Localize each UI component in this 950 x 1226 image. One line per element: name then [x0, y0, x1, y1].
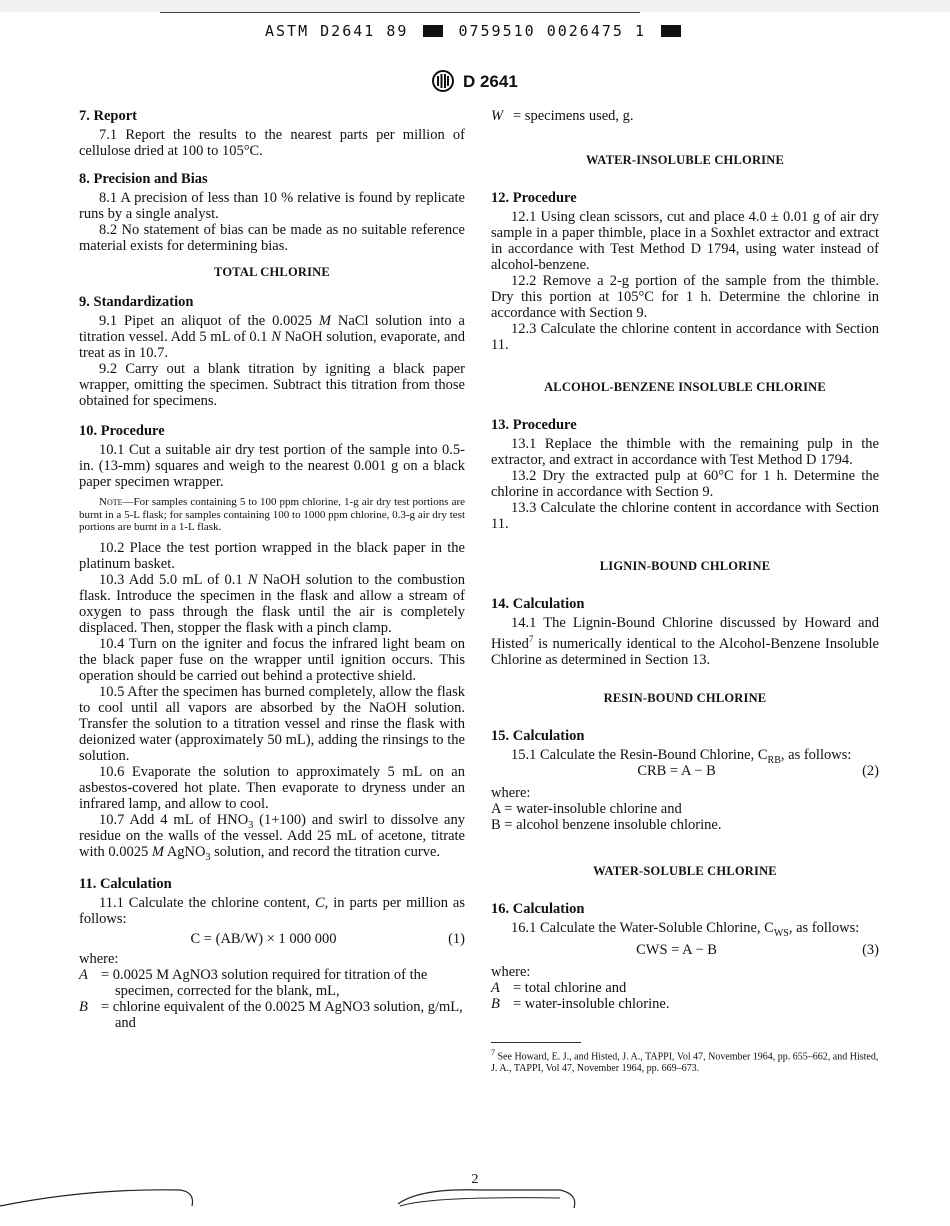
- para-13-2: 13.2 Dry the extracted pulp at 60°C for 1 h. Determine the chlorine in accordance with Section 9.: [491, 468, 879, 500]
- barcode-block-icon: [423, 25, 443, 37]
- section-9-title: 9. Standardization: [79, 294, 194, 310]
- equation-3: CWS = A − B (3): [636, 941, 879, 958]
- para-13-1: 13.1 Replace the thimble with the remaining pulp in the extractor, and extract in accordance with Test Method D 1794.: [491, 436, 879, 468]
- equation-number: (2): [862, 762, 879, 779]
- para-10-6: 10.6 Evaporate the solution to approximately 5 mL on an asbestos-covered hot plate. Then evaporate to dryness under an infrared lamp, and allow to cool.: [79, 763, 465, 812]
- para-10-3: 10.3 Add 5.0 mL of 0.1 N NaOH solution to the combustion flask. Introduce the specimen in the flask and allow a stream of oxygen to pass through the flask until the air is completely displaced. Then, stopper the flask with a pinch clamp.: [79, 571, 465, 636]
- equation-number: (3): [862, 941, 879, 958]
- footnote-rule: [491, 1042, 581, 1043]
- definition-a-3: A = total chlorine and: [491, 979, 627, 996]
- scan-top-band: [0, 0, 950, 12]
- definition-a-2: A = water-insoluble chlorine and: [491, 800, 682, 817]
- header-rule: [160, 12, 640, 13]
- heading-alcohol-benzene: ALCOHOL-BENZENE INSOLUBLE CHLORINE: [544, 380, 826, 394]
- para-9-1: 9.1 Pipet an aliquot of the 0.0025 M NaCl solution into a titration vessel. Add 5 mL of 0.1 N NaOH solution, evaporate, and treat as in 10.7.: [79, 313, 465, 361]
- heading-resin-bound: RESIN-BOUND CHLORINE: [603, 690, 767, 705]
- where-label: where:: [491, 784, 531, 801]
- definition-b: B = chlorine equivalent of the 0.0025 M AgNO3 solution, g/mL, and: [79, 998, 463, 1031]
- para-10-1: 10.1 Cut a suitable air dry test portion of the sample into 0.5-in. (13-mm) squares and weigh to the nearest 0.001 g on a black paper specimen wrapper.: [79, 442, 465, 490]
- equation-2: CRB = A − B (2): [637, 762, 879, 779]
- para-11-1: 11.1 Calculate the chlorine content, C, in parts per million as follows:: [79, 894, 465, 927]
- para-10-2: 10.2 Place the test portion wrapped in the black paper in the platinum basket.: [79, 539, 465, 572]
- doc-number: D 2641: [462, 72, 518, 91]
- where-label: where:: [79, 950, 119, 967]
- heading-water-soluble: WATER-SOLUBLE CHLORINE: [593, 863, 777, 878]
- definition-w: W = specimens used, g.: [491, 108, 634, 124]
- code-b: 0759510 0026475 1: [458, 22, 646, 40]
- section-10-title: 10. Procedure: [79, 423, 165, 439]
- para-7-1: 7.1 Report the results to the nearest parts per million of cellulose dried at 100 to 105°C.: [79, 127, 465, 159]
- para-8-2: 8.2 No statement of bias can be made as no suitable reference material exists for determining bias.: [79, 222, 465, 254]
- para-10-4: 10.4 Turn on the igniter and focus the infrared light beam on the black paper fuse on the wrapper until ignition occurs. This operation should be carried out behind a protective shield.: [79, 635, 465, 684]
- section-15-title: 15. Calculation: [491, 727, 585, 744]
- page-number: 2: [471, 1172, 479, 1187]
- para-13-3: 13.3 Calculate the chlorine content in accordance with Section 11.: [491, 500, 879, 532]
- document-title: [0, 70, 950, 92]
- definition-a: A = 0.0025 M AgNO3 solution required for titration of the specimen, corrected for the blank, mL,: [79, 966, 428, 999]
- para-8-1: 8.1 A precision of less than 10 % relative is found by replicate runs by a single analyst.: [79, 190, 465, 222]
- code-a: ASTM D2641 89: [264, 22, 409, 40]
- note: Note—For samples containing 5 to 100 ppm chlorine, 1-g air dry test portions are burnt in a 5-L flask; for samples containing 100 to 1000 ppm chlorine, 0.3-g air dry test portions are burnt in a 1-L flask.: [79, 496, 465, 533]
- para-12-3: 12.3 Calculate the chlorine content in accordance with Section 11.: [491, 321, 879, 353]
- astm-logo-icon: [432, 70, 454, 92]
- section-7-title: 7. Report: [79, 108, 137, 124]
- document-code-header: [0, 22, 950, 40]
- barcode-block-icon: [661, 25, 681, 37]
- definition-b-3: B = water-insoluble chlorine.: [491, 995, 670, 1012]
- para-10-5: 10.5 After the specimen has burned completely, allow the flask to cool until all vapors are absorbed by the NaOH solution. Transfer the solution to a titration vessel and rinse the flask with deionized water (approximately 50 mL), adding the rinsings to the solution.: [79, 683, 465, 764]
- section-14-title: 14. Calculation: [491, 596, 585, 612]
- section-16-title: 16. Calculation: [491, 900, 585, 917]
- section-11-title: 11. Calculation: [79, 875, 172, 892]
- para-9-2: 9.2 Carry out a blank titration by igniting a black paper wrapper, omitting the specimen. Subtract this titration from those obtained for specimens.: [79, 361, 465, 409]
- heading-total-chlorine: TOTAL CHLORINE: [214, 265, 330, 279]
- para-10-7: 10.7 Add 4 mL of $HNO_3$ (1+100) and swirl to dissolve any residue on the walls of the vessel. Add 25 mL of acetone, titrate with 0.0025 M AgNO$_3$ solution, and record the titration curve.: [79, 811, 465, 863]
- footnote-7: $^7$ See Howard, E. J., and Histed, J. A., TAPPI, Vol 47, November 1964, pp. 655–662, and Histed, J. A., TAPPI, Vol 47, November 1964, pp. 669–673.: [491, 1047, 879, 1075]
- section-12-title: 12. Procedure: [491, 190, 577, 206]
- para-15-1: 15.1 Calculate the Resin-Bound Chlorine, $C_{RB}$, as follows:: [511, 746, 852, 766]
- where-label: where:: [491, 963, 531, 980]
- equation-1: C = (AB/W) × 1 000 000 (1): [190, 930, 465, 947]
- left-column: [79, 108, 465, 1031]
- para-12-2: 12.2 Remove a 2-g portion of the sample from the thimble. Dry this portion at 105°C for 1 h. Determine the chlorine in accordance with Section 9.: [491, 273, 879, 321]
- equation-number: (1): [448, 930, 465, 947]
- scan-edge-curves: [0, 1178, 950, 1226]
- heading-water-insoluble: WATER-INSOLUBLE CHLORINE: [585, 153, 784, 167]
- definition-b-2: B = alcohol benzene insoluble chlorine.: [491, 816, 722, 833]
- section-13-title: 13. Procedure: [491, 417, 577, 433]
- para-12-1: 12.1 Using clean scissors, cut and place 4.0 ± 0.01 g of air dry sample in a paper thimble, place in a Soxhlet extractor and extract in accordance with Test Method D 1794, using water instead of alcohol-benzene.: [491, 209, 879, 273]
- right-column: [491, 108, 879, 1075]
- para-14-1: 14.1 The Lignin-Bound Chlorine discussed by Howard and Histed$^7$ is numerically identical to the Alcohol-Benzene Insoluble Chlorine as determined in Section 13.: [491, 615, 879, 668]
- para-16-1: 16.1 Calculate the Water-Soluble Chlorine, $C_{WS}$, as follows:: [511, 919, 860, 939]
- section-8-title: 8. Precision and Bias: [79, 171, 208, 187]
- heading-lignin-bound: LIGNIN-BOUND CHLORINE: [599, 559, 771, 573]
